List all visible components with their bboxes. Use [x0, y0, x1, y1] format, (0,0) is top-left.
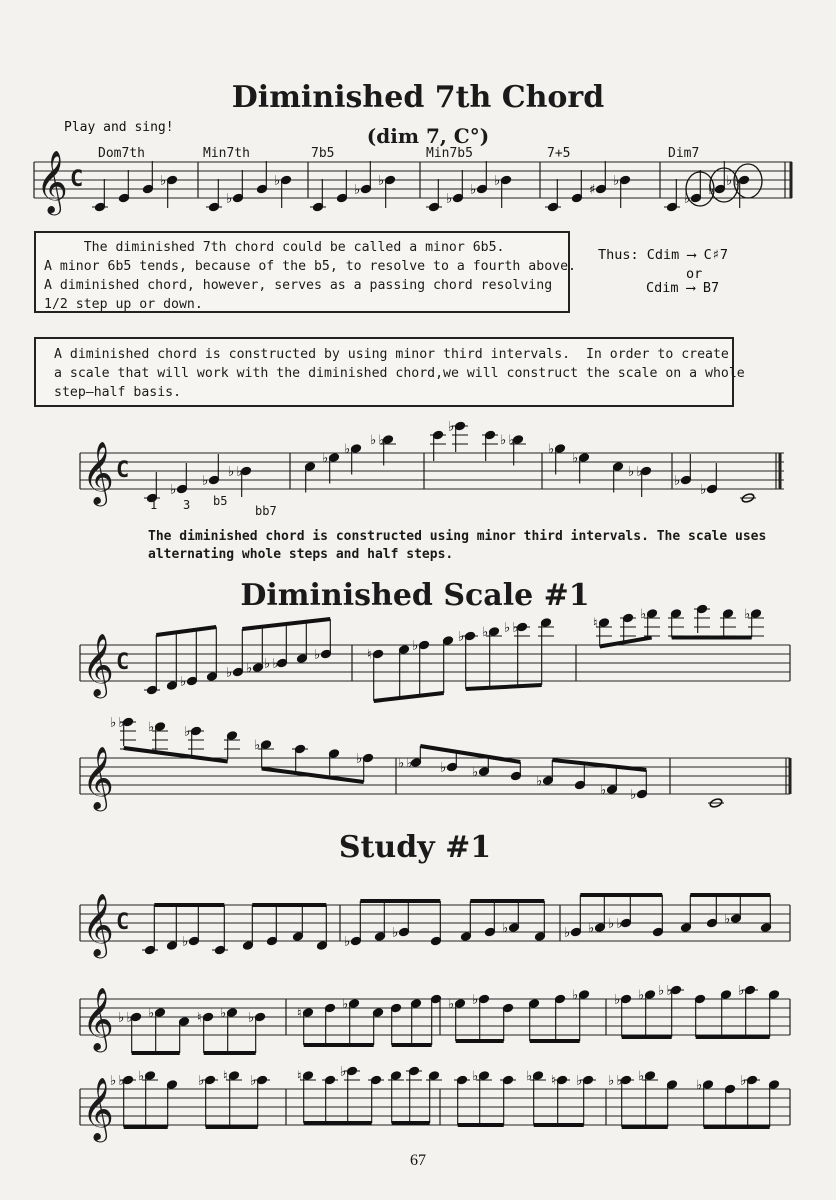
note [365, 647, 384, 663]
flat-icon: ♭ [612, 173, 621, 189]
note [212, 945, 228, 955]
treble-clef-icon: 𝄞 [82, 633, 114, 696]
flat-icon: ♭ [563, 925, 572, 941]
construction-box [34, 337, 745, 407]
note [253, 738, 274, 769]
flat-icon: ♭ [225, 665, 234, 681]
note [117, 1010, 142, 1026]
flat-icon: ♭ [137, 1068, 146, 1085]
flat-icon: ♭ [695, 1077, 704, 1094]
note [547, 442, 566, 475]
flat-icon: ♭ [471, 764, 480, 781]
natural-icon: ♮ [195, 1010, 204, 1026]
flat-icon: ♭ [707, 182, 716, 198]
note [447, 419, 468, 452]
flat-icon: ♭ [159, 173, 168, 189]
flat-icon: ♭ [353, 182, 362, 198]
beam [262, 769, 364, 783]
note [92, 179, 108, 212]
flat-icon: ♭ [445, 191, 454, 207]
interval-label: bb7 [255, 504, 277, 518]
beam [156, 627, 216, 635]
flat-icon: ♭ [599, 782, 608, 799]
note [739, 1073, 760, 1089]
flat-icon: ♭ [629, 787, 638, 803]
note [142, 161, 153, 194]
note [179, 674, 198, 690]
note [368, 1075, 384, 1085]
flat-icon: ♭ [493, 173, 502, 189]
chord-label: 7+5 [547, 146, 571, 161]
note [339, 1064, 360, 1080]
note [575, 1073, 596, 1089]
note [183, 724, 204, 755]
treble-clef-icon: 𝄞 [36, 150, 68, 213]
note [118, 170, 129, 203]
note [391, 925, 410, 941]
note [503, 620, 530, 636]
note [493, 173, 512, 208]
flat-icon: ♭ [247, 1010, 256, 1026]
flat-icon: ♭♭ [725, 173, 742, 189]
construction-line: step—half basis. [54, 385, 182, 400]
note [295, 1069, 316, 1085]
common-time-icon: C [70, 167, 84, 192]
note [471, 992, 490, 1008]
note [629, 787, 648, 803]
note [457, 629, 478, 645]
flat-icon: ♭ [525, 1068, 534, 1085]
explanation-line: A minor 6b5 tends, because of the b5, to resolve to a fourth above. [44, 259, 576, 274]
resolution-line-2: Cdim ⟶ B7 [646, 280, 720, 296]
scale-explanation-line: The diminished chord is constructed using minor third intervals. The scale uses [148, 529, 767, 544]
note [256, 161, 267, 194]
flat-icon: ♭ [587, 920, 596, 937]
note [273, 173, 292, 208]
treble-clef-icon: 𝄞 [82, 893, 114, 956]
flat-icon: ♭ [639, 606, 648, 623]
note [197, 1073, 218, 1089]
chord-label: Dim7 [668, 146, 700, 161]
flat-icon: ♭ [321, 450, 330, 467]
flat-icon: ♭ [225, 191, 234, 207]
note [439, 760, 458, 776]
section-title-study: Study #1 [338, 830, 492, 865]
note [406, 1066, 422, 1080]
interval-label: 1 [150, 498, 158, 512]
note [571, 451, 590, 484]
natural-icon: ♮ [549, 1073, 558, 1089]
note [369, 433, 396, 466]
flat-icon: ♭♭ [607, 1073, 624, 1089]
note [336, 170, 347, 203]
flat-icon: ♭ [469, 182, 478, 198]
flat-icon: ♭ [571, 450, 580, 467]
scale-explanation [148, 528, 768, 564]
note [195, 1010, 214, 1026]
flat-icon: ♭ [181, 934, 190, 950]
flat-icon: ♭ [343, 441, 352, 458]
flat-icon: ♭ [439, 760, 448, 776]
note [310, 179, 326, 212]
flat-icon: ♭ [739, 1073, 748, 1089]
flat-icon: ♭ [447, 419, 456, 435]
note [454, 1075, 470, 1085]
note [525, 1069, 546, 1085]
note [612, 173, 631, 208]
note [499, 433, 526, 466]
note [144, 685, 160, 695]
note [613, 992, 632, 1008]
note [426, 1071, 442, 1081]
note [538, 618, 554, 636]
flat-icon: ♭♭ [657, 983, 674, 999]
section-title-scale: Diminished Scale #1 [240, 578, 590, 613]
beam [552, 760, 646, 770]
flat-icon: ♭♭ [503, 620, 520, 636]
flat-icon: ♭♭ [109, 715, 126, 731]
chord-label: Min7th [203, 146, 250, 161]
staff-study-2 [0, 975, 836, 1065]
flat-icon: ♭ [481, 624, 490, 641]
explanation-line: The diminished 7th chord could be called a minor 6b5. [44, 240, 505, 255]
note [313, 647, 332, 663]
note [482, 430, 498, 461]
flat-icon: ♭ [249, 1073, 258, 1089]
note [321, 451, 340, 484]
flat-icon: ♭ [341, 996, 350, 1013]
staff-study-1 [0, 885, 836, 975]
note [591, 616, 612, 647]
treble-clef-icon: 𝄞 [82, 746, 114, 809]
flat-icon: ♭ [355, 751, 364, 767]
flat-icon: ♭ [179, 674, 188, 690]
flat-icon: ♭ [723, 911, 732, 928]
explanation-line: 1/2 step up or down. [44, 297, 203, 312]
note [304, 462, 315, 493]
flat-icon: ♭ [411, 638, 420, 654]
flat-icon: ♭ [391, 925, 400, 941]
note [612, 462, 623, 493]
flat-icon: ♭ [673, 473, 682, 489]
flat-icon: ♭ [471, 1068, 480, 1085]
note [159, 173, 178, 208]
natural-icon: ♮ [591, 615, 600, 632]
scale-explanation-line: alternating whole steps and half steps. [148, 547, 454, 562]
treble-clef-icon: 𝄞 [82, 441, 114, 504]
flat-icon: ♭♭ [607, 916, 624, 932]
note [343, 442, 362, 475]
note [221, 1069, 242, 1085]
flat-icon: ♭ [571, 987, 580, 1004]
note [109, 715, 136, 749]
natural-icon: ♮ [295, 1068, 304, 1085]
flat-icon: ♭ [219, 1005, 228, 1022]
note [430, 430, 446, 461]
note [664, 179, 680, 212]
instruction-text: Play and sing! [64, 120, 174, 135]
resolution-or: or [686, 266, 703, 282]
staff-lines [80, 996, 790, 1035]
common-time-icon: C [116, 650, 130, 675]
staff-study-3 [0, 1065, 836, 1155]
flat-icon: ♭ [613, 992, 622, 1008]
note [549, 1073, 570, 1089]
note [109, 1073, 136, 1089]
note [263, 656, 288, 672]
note [695, 1078, 714, 1094]
common-time-icon: C [116, 458, 130, 483]
flat-icon: ♭ [183, 724, 192, 740]
flat-icon: ♭ [273, 173, 282, 189]
note [545, 179, 561, 212]
note [571, 988, 590, 1004]
beam [124, 748, 228, 762]
flat-icon: ♭ [737, 983, 746, 999]
note [249, 1073, 270, 1089]
natural-icon: ♮ [365, 647, 374, 663]
note [147, 720, 168, 751]
flat-icon: ♭ [197, 1073, 206, 1089]
flat-icon: ♭ [575, 1073, 584, 1089]
staff-diminished-scale-1 [0, 606, 836, 715]
note [657, 983, 684, 999]
note [607, 916, 632, 932]
flat-icon: ♭ [447, 996, 456, 1013]
flat-icon: ♭ [457, 629, 466, 645]
staff-chord-arpeggios [0, 140, 836, 230]
note [694, 604, 710, 636]
construction-line: A diminished chord is constructed by using minor third intervals. In order to create [54, 347, 729, 362]
construction-line: a scale that will work with the diminished chord,we will construct the scale on a whole [54, 366, 745, 381]
note [481, 625, 502, 641]
flat-icon: ♭♭ [263, 656, 280, 672]
note [343, 934, 362, 950]
note [708, 798, 724, 809]
flat-icon: ♭ [637, 987, 646, 1004]
note [500, 1075, 516, 1085]
note [142, 945, 158, 955]
explanation-line: A diminished chord, however, serves as a passing chord resolving [44, 278, 553, 293]
note [224, 731, 240, 760]
flat-icon: ♭♭ [627, 464, 644, 480]
page-title: Diminished 7th Chord [231, 80, 605, 115]
note [377, 173, 396, 208]
staff-diminished-scale-2 [0, 715, 836, 830]
staff-scale-construction [0, 415, 836, 525]
staff-lines [80, 755, 790, 794]
note [411, 638, 430, 654]
flat-icon: ♭♭ [117, 1010, 134, 1026]
flat-icon: ♭ [743, 606, 752, 623]
flat-icon: ♭ [547, 441, 556, 458]
note [388, 1071, 404, 1081]
staff-lines [80, 1089, 790, 1125]
flat-icon: ♭ [683, 191, 692, 207]
resolution-line-1: Thus: Cdim ⟶ C♯7 [598, 247, 729, 263]
interval-label: b5 [213, 494, 228, 508]
note [563, 925, 582, 941]
note [607, 1073, 634, 1089]
beam [420, 746, 520, 762]
flat-icon: ♭ [471, 992, 480, 1008]
flat-icon: ♭ [637, 1068, 646, 1085]
chord-label: Dom7th [98, 146, 145, 161]
flat-icon: ♭ [147, 1005, 156, 1022]
note [322, 1075, 338, 1085]
note [137, 1069, 158, 1085]
treble-clef-icon: 𝄞 [82, 1077, 114, 1140]
flat-icon: ♭♭ [397, 755, 414, 772]
flat-icon: ♭ [313, 647, 322, 663]
flat-icon: ♭ [339, 1064, 348, 1080]
page-subtitle: (dim 7, C°) [366, 124, 490, 148]
note [571, 170, 582, 203]
page-number: 67 [410, 1152, 426, 1169]
flat-icon: ♭♭ [227, 464, 244, 480]
flat-icon: ♭ [201, 473, 210, 489]
note [225, 665, 244, 681]
note [206, 179, 222, 212]
flat-icon: ♭ [169, 482, 178, 498]
interval-label: 3 [183, 498, 191, 512]
beam [466, 685, 542, 689]
flat-icon: ♭ [253, 737, 262, 754]
note [471, 1069, 492, 1085]
note [328, 749, 339, 778]
beam [374, 693, 444, 701]
natural-icon: ♮ [221, 1068, 230, 1085]
note [181, 934, 200, 950]
flat-icon: ♭ [343, 934, 352, 950]
common-time-icon: C [116, 910, 130, 935]
chord-label: 7b5 [311, 146, 335, 161]
note [637, 1069, 658, 1085]
flat-icon: ♭ [147, 719, 156, 736]
natural-icon: ♮ [295, 1005, 304, 1022]
note [247, 1010, 266, 1026]
note [637, 988, 656, 1004]
treble-clef-icon: 𝄞 [82, 987, 114, 1050]
note [620, 613, 636, 642]
note [737, 983, 758, 999]
note [426, 179, 442, 212]
flat-icon: ♭ [535, 773, 544, 790]
flat-icon: ♭♭ [109, 1073, 126, 1089]
chord-label: Min7b5 [426, 146, 473, 161]
flat-icon: ♭♭ [369, 432, 386, 449]
flat-icon: ♭♭ [499, 432, 516, 449]
explanation-box [34, 231, 576, 313]
note [740, 493, 756, 504]
flat-icon: ♭ [501, 920, 510, 937]
flat-icon: ♭ [377, 173, 386, 189]
flat-icon: ♭ [699, 482, 708, 498]
flat-icon: ♭ [245, 660, 254, 677]
sharp-icon: ♯ [588, 182, 597, 198]
